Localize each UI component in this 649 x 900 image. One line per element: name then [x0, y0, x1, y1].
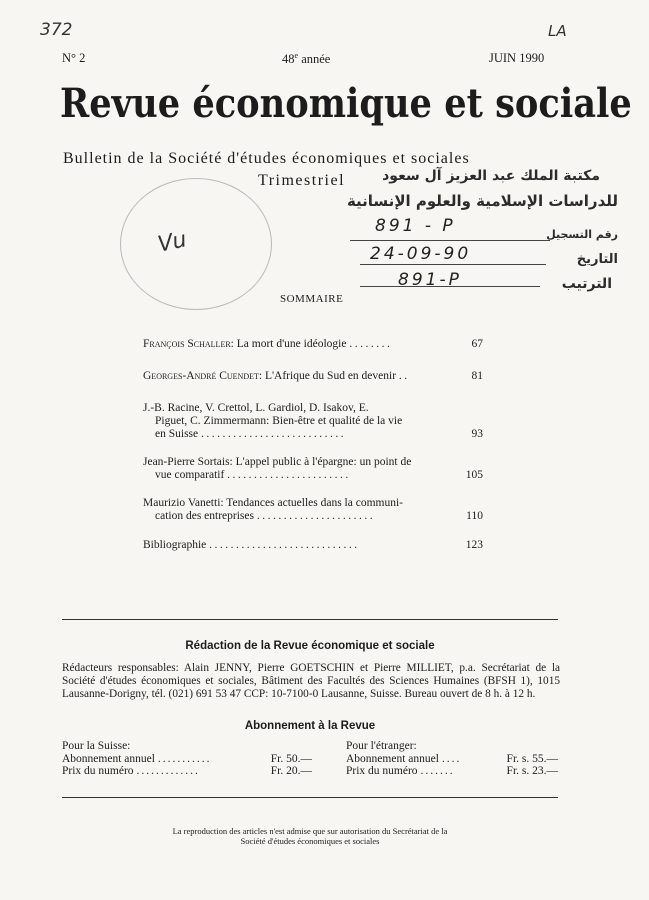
stamp-date-label: التاريخ	[576, 252, 618, 267]
subscription-heading: Abonnement à la Revue	[244, 720, 376, 732]
toc-page: 93	[471, 428, 483, 440]
seen-mark-circle	[120, 178, 272, 310]
journal-subtitle: Bulletin de la Société d'études économiques et sociales	[63, 150, 470, 167]
handwritten-number: 372	[40, 20, 73, 40]
divider	[62, 797, 558, 798]
footer-line-1: La reproduction des articles n'est admise que sur autorisation du Secrétariat de la	[172, 826, 448, 836]
seen-mark: Vu	[155, 227, 189, 258]
issue-date: JUIN 1990	[489, 51, 545, 65]
redaction-body: Rédacteurs responsables: Alain JENNY, Pierre GOETSCHIN et Pierre MILLIET, p.a. Secrétariat de la Société d'études économiques et sociales, Bâtiment des Facultés des Sciences Humaines (BFSH 1), 1015 Lausanne-Dorigny, tél. (021) 691 53 47 CCP: 10-7100-0 Lausanne, Suisse. Bureau ouvert de 8 h. à 12 h.	[62, 662, 560, 700]
stamp-date-value: 24-09-90	[370, 244, 472, 264]
journal-title: Revue économique et sociale	[60, 80, 632, 127]
toc-entry: Georges-André Cuendet: L'Afrique du Sud en devenir .. 81	[143, 370, 483, 382]
stamp-library-name: مكتبة الملك عبد العزيز آل سعود	[382, 168, 600, 184]
library-stamp	[320, 166, 620, 296]
toc-page: 81	[471, 370, 483, 382]
toc-page: 105	[465, 469, 483, 481]
toc-entry: Maurizio Vanetti: Tendances actuelles dans la communi- cation des entreprises ...................... 110	[143, 497, 483, 522]
toc-entry: François Schaller: La mort d'une idéologie ........ 67	[143, 338, 483, 350]
stamp-reg-value: 891 - P	[375, 216, 456, 236]
toc-entry: Bibliographie ............................ 123	[143, 539, 483, 551]
toc-entry: Jean-Pierre Sortais: L'appel public à l'épargne: un point de vue comparatif ....................... 105	[143, 456, 483, 481]
volume-year: 48e année	[282, 51, 331, 67]
toc-page: 110	[466, 510, 483, 522]
toc-entry: J.-B. Racine, V. Crettol, L. Gardiol, D. Isakov, E. Piguet, C. Zimmermann: Bien-être et qualité de la vie en Suisse ........................... 93	[143, 402, 483, 440]
stamp-order-label: الترتيب	[561, 276, 612, 292]
stamp-institute: للدراسات الإسلامية والعلوم الإنسانية	[346, 192, 618, 210]
publication-frequency: Trimestriel	[258, 172, 346, 189]
toc-page: 67	[471, 338, 483, 350]
redaction-heading: Rédaction de la Revue économique et sociale	[185, 640, 435, 652]
subscription-etranger: Pour l'étranger: Abonnement annuel .... Fr. s. 55.— Prix du numéro ....... Fr. s. 23.—	[346, 740, 558, 777]
toc-page: 123	[465, 539, 483, 551]
divider	[62, 619, 558, 620]
handwritten-initials: LA	[548, 22, 567, 40]
sommaire-heading: SOMMAIRE	[280, 293, 344, 305]
subscription-suisse: Pour la Suisse: Abonnement annuel ........... Fr. 50.— Prix du numéro ............. Fr. 20.—	[62, 740, 312, 777]
stamp-order-value: 891-P	[398, 270, 462, 290]
stamp-reg-label: رقم التسجيل	[546, 228, 618, 241]
issue-number: N° 2	[62, 51, 86, 65]
footer-line-2: Société d'études économiques et sociales	[240, 836, 380, 846]
